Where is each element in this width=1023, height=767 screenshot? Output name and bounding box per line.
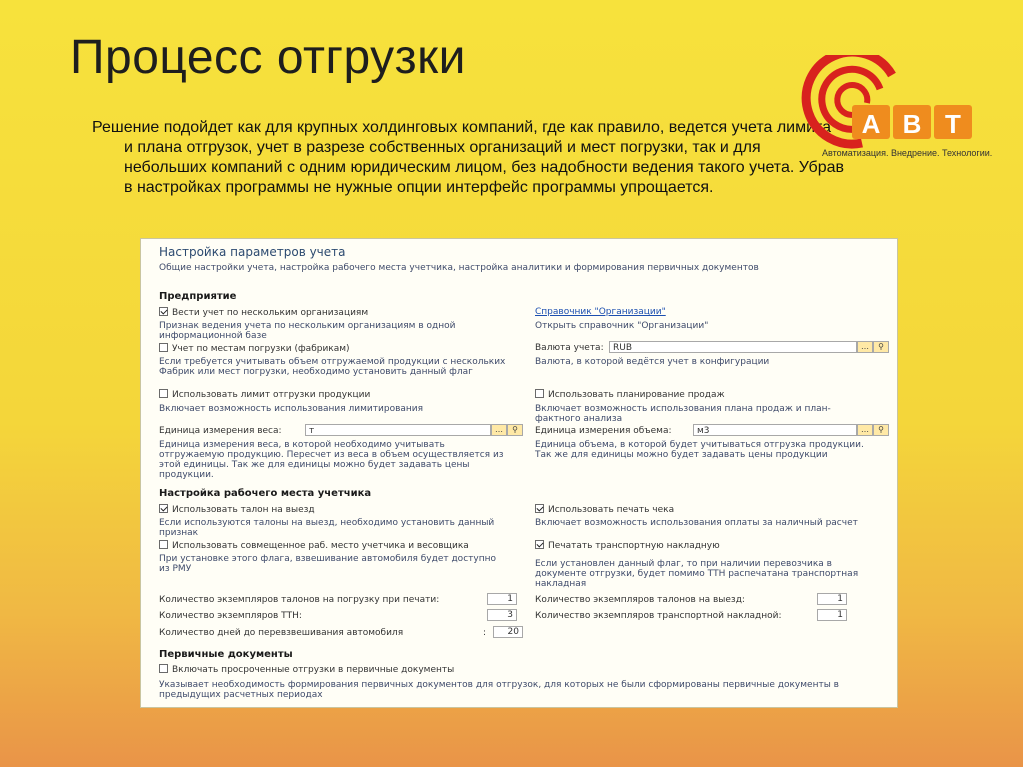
overdue-checkbox[interactable]: Включать просроченные отгрузки в первичные документы bbox=[159, 664, 454, 675]
limit-checkbox[interactable]: Использовать лимит отгрузки продукции bbox=[159, 389, 370, 400]
volume-unit-search-icon[interactable]: ⚲ bbox=[873, 424, 889, 436]
coupons-exit-input[interactable]: 1 bbox=[817, 593, 847, 605]
settings-window bbox=[140, 238, 898, 708]
days-colon: : bbox=[483, 628, 487, 638]
checkbox-empty-icon bbox=[159, 540, 168, 549]
weight-unit-search-icon[interactable]: ⚲ bbox=[507, 424, 523, 436]
checkbox-empty-icon bbox=[159, 343, 168, 352]
currency-select-button[interactable]: … bbox=[857, 341, 873, 353]
print-waybill-desc: Если установлен данный флаг, то при наличии перевозчика в документе отгрузки, будет помимо ТТН распечатана транспортная накладная bbox=[535, 559, 859, 589]
limit-desc: Включает возможность использования лимитирования bbox=[159, 404, 424, 414]
window-subtitle: Общие настройки учета, настройка рабочего места учетчика, настройка аналитики и формирования первичных документов bbox=[159, 263, 759, 273]
logo-tagline: Автоматизация. Внедрение. Технологии. bbox=[822, 148, 993, 158]
print-receipt-checkbox[interactable]: Использовать печать чека bbox=[535, 504, 674, 515]
volume-unit-label: Единица измерения объема: bbox=[535, 426, 672, 436]
volume-unit-desc: Единица объема, в которой будет учитываться отгрузка продукции. Так же для единицы можно будет задавать цены продукции bbox=[535, 440, 864, 460]
plan-desc: Включает возможность использования плана продаж и план-фактного анализа bbox=[535, 404, 831, 424]
loading-places-checkbox[interactable]: Учет по местам погрузки (фабрикам) bbox=[159, 343, 350, 354]
section-primary: Первичные документы bbox=[159, 649, 293, 660]
loading-places-desc: Если требуется учитывать объем отгружаемой продукции с нескольких Фабрик или мест погрузки, необходимо установить данный флаг bbox=[159, 357, 506, 377]
weight-unit-desc: Единица измерения веса, в которой необходимо учитывать отгружаемую продукцию. Пересчет из веса в объем осуществляется из этой единицы. Так же для единицы можно будет задавать цены продукции. bbox=[159, 440, 504, 480]
checkbox-empty-icon bbox=[159, 664, 168, 673]
section-enterprise: Предприятие bbox=[159, 291, 237, 302]
checkbox-checked-icon bbox=[535, 540, 544, 549]
checkbox-checked-icon bbox=[159, 307, 168, 316]
checkbox-empty-icon bbox=[159, 389, 168, 398]
intro-text: Решение подойдет как для крупных холдинговых компаний, где как правило, ведется учета лимита и плана отгрузок, учет в разрезе собственных организаций и мест погрузки, так и для небольших компаний с одним юридическим лицом, без надобности ведения такого учета. Убрав в настройках программы не нужные опции интерфейс программы упрощается. bbox=[92, 119, 845, 196]
volume-unit-select-button[interactable]: … bbox=[857, 424, 873, 436]
orgs-link[interactable]: Справочник "Организации" bbox=[535, 307, 666, 317]
ttn-input[interactable]: 3 bbox=[487, 609, 517, 621]
currency-desc: Валюта, в которой ведётся учет в конфигурации bbox=[535, 357, 770, 367]
svg-text:В: В bbox=[902, 109, 922, 139]
section-workplace: Настройка рабочего места учетчика bbox=[159, 488, 372, 499]
waybill-label: Количество экземпляров транспортной накладной: bbox=[535, 611, 782, 621]
weight-unit-select-button[interactable]: … bbox=[491, 424, 507, 436]
currency-label: Валюта учета: bbox=[535, 343, 604, 353]
svg-text:А: А bbox=[861, 109, 881, 139]
multi-org-checkbox[interactable]: Вести учет по нескольким организациям bbox=[159, 307, 368, 318]
weight-unit-field[interactable]: т bbox=[305, 424, 491, 436]
volume-unit-field[interactable]: м3 bbox=[693, 424, 857, 436]
days-input[interactable]: 20 bbox=[493, 626, 523, 638]
coupons-load-label: Количество экземпляров талонов на погрузку при печати: bbox=[159, 595, 440, 605]
checkbox-checked-icon bbox=[535, 504, 544, 513]
coupons-exit-label: Количество экземпляров талонов на выезд: bbox=[535, 595, 745, 605]
plan-checkbox[interactable]: Использовать планирование продаж bbox=[535, 389, 725, 400]
multi-org-desc: Признак ведения учета по нескольким организациям в одной информационной базе bbox=[159, 321, 456, 341]
combined-workplace-desc: При установке этого флага, взвешивание автомобиля будет доступно из РМУ bbox=[159, 554, 496, 574]
waybill-input[interactable]: 1 bbox=[817, 609, 847, 621]
print-receipt-desc: Включает возможность использования оплаты за наличный расчет bbox=[535, 518, 858, 528]
currency-search-icon[interactable]: ⚲ bbox=[873, 341, 889, 353]
combined-workplace-checkbox[interactable]: Использовать совмещенное раб. место учетчика и весовщика bbox=[159, 540, 469, 551]
weight-unit-label: Единица измерения веса: bbox=[159, 426, 282, 436]
days-label: Количество дней до перевзвешивания автомобиля bbox=[159, 628, 404, 638]
orgs-desc: Открыть справочник "Организации" bbox=[535, 321, 709, 331]
print-waybill-checkbox[interactable]: Печатать транспортную накладную bbox=[535, 540, 720, 551]
window-title: Настройка параметров учета bbox=[159, 245, 346, 259]
overdue-desc: Указывает необходимость формирования первичных документов для отгрузок, для которых не были сформированы первичные документы в предыдущих расчетных периодах bbox=[159, 680, 839, 700]
coupons-desc: Если используются талоны на выезд, необходимо установить данный признак bbox=[159, 518, 495, 538]
checkbox-empty-icon bbox=[535, 389, 544, 398]
currency-field[interactable]: RUB bbox=[609, 341, 857, 353]
ttn-label: Количество экземпляров ТТН: bbox=[159, 611, 302, 621]
slide-title: Процесс отгрузки bbox=[70, 31, 466, 84]
coupons-load-input[interactable]: 1 bbox=[487, 593, 517, 605]
svg-text:Т: Т bbox=[945, 109, 961, 139]
checkbox-checked-icon bbox=[159, 504, 168, 513]
coupons-checkbox[interactable]: Использовать талон на выезд bbox=[159, 504, 315, 515]
